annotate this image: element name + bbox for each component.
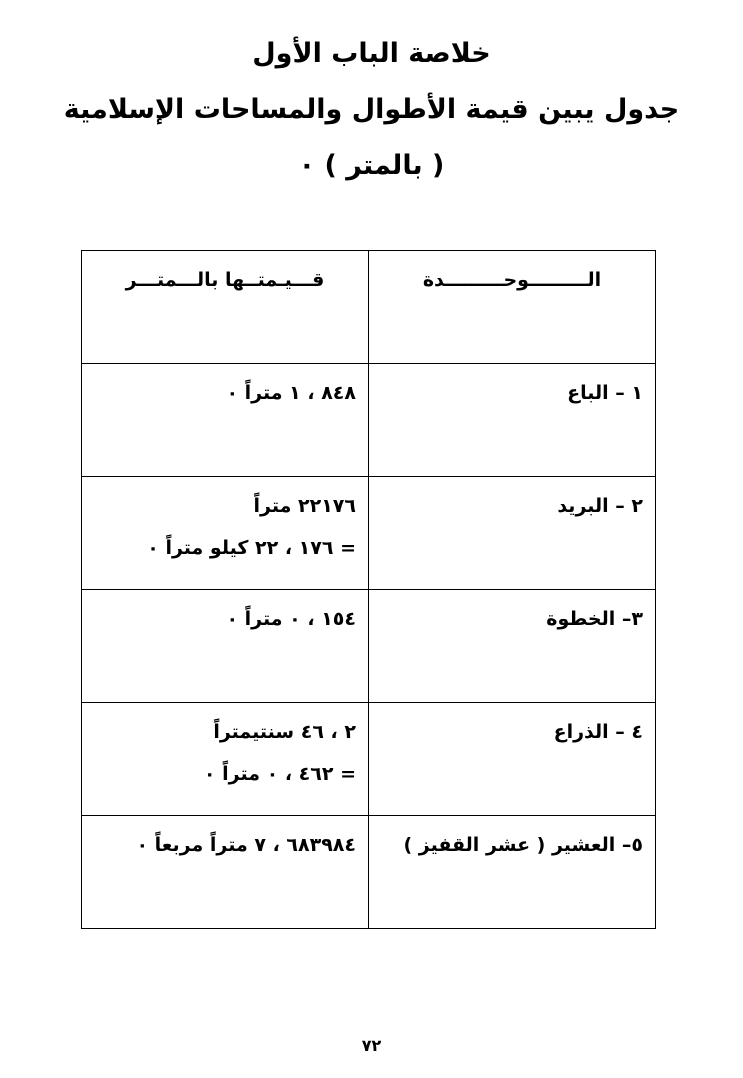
unit-cell: ٥– العشير ( عشر القفيز ): [369, 816, 656, 929]
value-line: = ١٧٦ ، ٢٢ كيلو متراً ٠: [147, 537, 356, 559]
value-cell: [82, 590, 369, 703]
value-cell: [82, 364, 369, 477]
value-line: ٨٤٨ ، ١ متراً ٠: [226, 382, 356, 404]
table-row: [82, 703, 656, 816]
chapter-summary-title: خلاصة الباب الأول: [252, 38, 491, 69]
value-line: ١٥٤ ، ٠ متراً ٠: [226, 608, 356, 630]
header-unit: الـــــــــوحـــــــــدة: [369, 251, 656, 364]
header-value: قـــيـمتــها بالـــمتـــر: [82, 251, 369, 364]
value-line: ٢٢١٧٦ متراً: [253, 495, 356, 517]
table-row: [82, 816, 656, 929]
unit-cell: ١ – الباع: [369, 364, 656, 477]
unit-cell: ٤ – الذراع: [369, 703, 656, 816]
unit-subtitle: ( بالمتر ) ٠: [298, 150, 445, 181]
unit-cell: ٢ – البريد: [369, 477, 656, 590]
units-table: [81, 250, 656, 929]
value-line: ٢ ، ٤٦ سنتيمتراً: [213, 721, 356, 743]
value-line: = ٤٦٢ ، ٠ متراً ٠: [203, 763, 356, 785]
value-cell: [82, 703, 369, 816]
table-row: [82, 590, 656, 703]
value-line: ٦٨٣٩٨٤ ، ٧ متراً مربعاً ٠: [136, 834, 356, 856]
value-cell: [82, 816, 369, 929]
table-header-row: [82, 251, 656, 364]
table-description-title: جدول يبين قيمة الأطوال والمساحات الإسلامية: [63, 94, 680, 125]
table-row: [82, 477, 656, 590]
unit-cell: ٣– الخطوة: [369, 590, 656, 703]
value-cell: [82, 477, 369, 590]
table-row: [82, 364, 656, 477]
page-number: ٧٢: [361, 1036, 382, 1055]
